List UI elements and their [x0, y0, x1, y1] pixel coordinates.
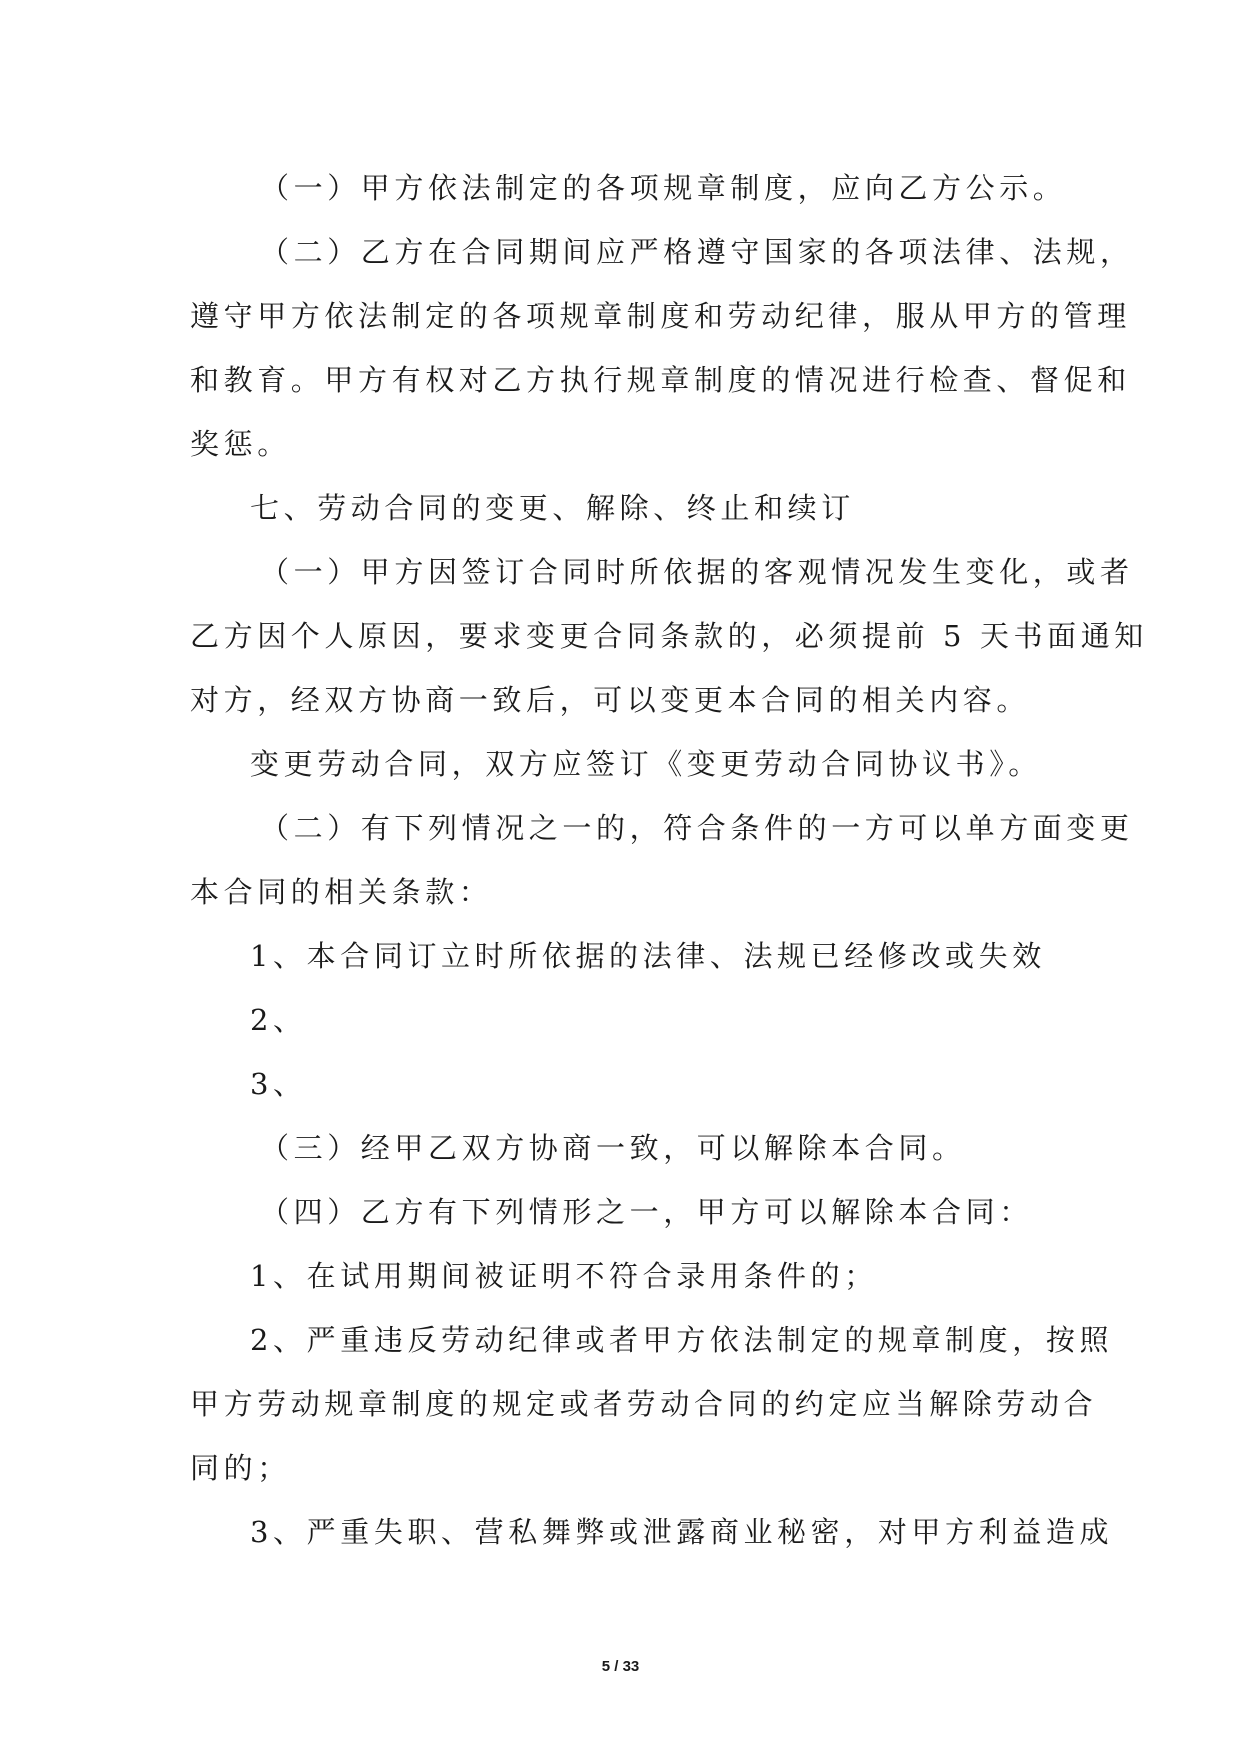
paragraph-line: 甲方劳动规章制度的规定或者劳动合同的约定应当解除劳动合	[190, 1387, 1098, 1421]
paragraph-line: 遵守甲方依法制定的各项规章制度和劳动纪律，服从甲方的管理	[190, 299, 1131, 333]
paragraph-line: 和教育。甲方有权对乙方执行规章制度的情况进行检查、督促和	[190, 363, 1131, 397]
paragraph-line: 同的；	[190, 1451, 291, 1485]
paragraph-line: （一）甲方因签订合同时所依据的客观情况发生变化，或者	[260, 555, 1134, 589]
page-number: 5 / 33	[601, 1658, 640, 1675]
list-item: 3、严重失职、营私舞弊或泄露商业秘密，对甲方利益造成	[250, 1515, 1114, 1549]
list-item: 2、	[250, 1003, 307, 1037]
list-item: 1、在试用期间被证明不符合录用条件的；	[250, 1259, 878, 1293]
paragraph-line: 本合同的相关条款：	[190, 875, 493, 909]
paragraph-line: 对方，经双方协商一致后，可以变更本合同的相关内容。	[190, 683, 1031, 717]
paragraph-line: （一）甲方依法制定的各项规章制度，应向乙方公示。	[260, 171, 1067, 205]
paragraph-line: 变更劳动合同，双方应签订《变更劳动合同协议书》。	[250, 747, 1042, 781]
section-heading: 七、劳动合同的变更、解除、终止和续订	[250, 491, 855, 525]
paragraph-line: （三）经甲乙双方协商一致，可以解除本合同。	[260, 1131, 966, 1165]
paragraph-line: （四）乙方有下列情形之一，甲方可以解除本合同：	[260, 1195, 1033, 1229]
paragraph-line: 乙方因个人原因，要求变更合同条款的，必须提前 5 天书面通知	[190, 619, 1148, 653]
list-item: 2、严重违反劳动纪律或者甲方依法制定的规章制度，按照	[250, 1323, 1114, 1357]
list-item: 1、本合同订立时所依据的法律、法规已经修改或失效	[250, 939, 1046, 973]
paragraph-line: 奖惩。	[190, 427, 291, 461]
paragraph-line: （二）乙方在合同期间应严格遵守国家的各项法律、法规，	[260, 235, 1134, 269]
paragraph-line: （二）有下列情况之一的，符合条件的一方可以单方面变更	[260, 811, 1134, 845]
list-item: 3、	[250, 1067, 307, 1101]
